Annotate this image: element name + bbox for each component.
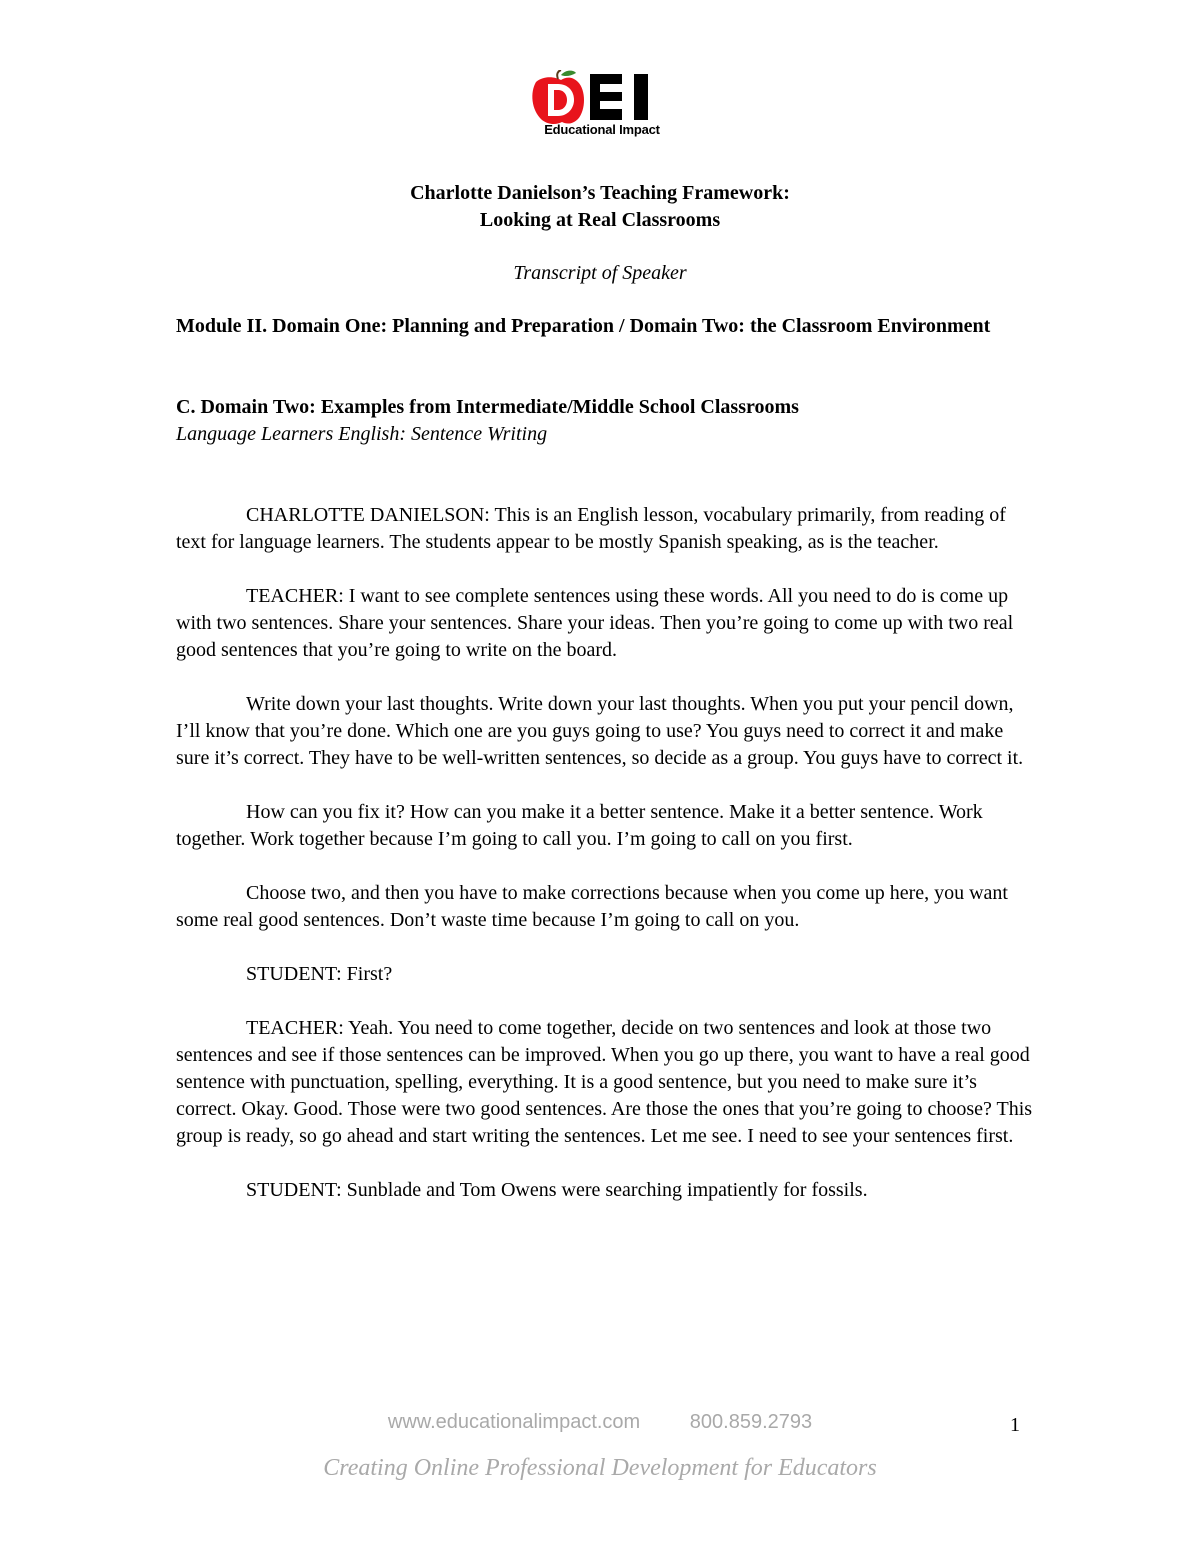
title-line-1: Charlotte Danielson’s Teaching Framework: [410,182,790,204]
transcript-paragraph: Choose two, and then you have to make corrections because when you come up here, you want some real good sentences. Don’t waste time because I’m going to call on you. [176,882,1008,931]
apple-dei-logo-icon [528,70,678,126]
document-title [0,180,1200,234]
educational-impact-logo [528,70,678,140]
footer-phone: 800.859.2793 [689,1411,813,1433]
page-number: 1 [1010,1414,1020,1436]
footer-website-link[interactable]: www.educationalimpact.com [387,1411,641,1433]
transcript-paragraph: TEACHER: Yeah. You need to come together, decide on two sentences and look at those two sentences and see if those sentences can be improved. When you go up there, you want to have a real good sentence with punctuation, spelling, everything. It is a good sentence, but you need to make sure it’s correct. Okay. Good. Those were two good sentences. Are those the ones that you’re going to choose? This group is ready, so go ahead and start writing the sentences. Let me see. I need to see your sentences first. [176,1017,1033,1147]
section-subheading: Language Learners English: Sentence Writing [176,423,548,445]
transcript-paragraph: STUDENT: First? [246,963,393,985]
title-line-2: Looking at Real Classrooms [479,209,721,231]
transcript-body [176,502,1034,1231]
section-header [176,394,1036,448]
transcript-paragraph: TEACHER: I want to see complete sentences using these words. All you need to do is come up with two sentences. Share your sentences. Share your ideas. Then you’re going to come up with two real good sentences that you’re going to write on the board. [176,585,1014,661]
transcript-paragraph: STUDENT: Sunblade and Tom Owens were searching impatiently for fossils. [246,1179,868,1201]
footer-contact [0,1411,1200,1434]
footer-tagline: Creating Online Professional Development for Educators [323,1455,877,1481]
transcript-paragraph: Write down your last thoughts. Write down your last thoughts. When you put your pencil down, I’ll know that you’re done. Which one are you guys going to use? You guys need to correct it and make sure it’s correct. They have to be well-written sentences, so decide as a group. You guys have to correct it. [176,693,1024,769]
section-heading: C. Domain Two: Examples from Intermediate/Middle School Classrooms [176,396,799,418]
transcript-paragraph: CHARLOTTE DANIELSON: This is an English lesson, vocabulary primarily, from reading of text for language learners. The students appear to be mostly Spanish speaking, as is the teacher. [176,504,1006,553]
module-heading: Module II. Domain One: Planning and Preparation / Domain Two: the Classroom Environment [176,315,991,337]
document-subtitle: Transcript of Speaker [513,262,687,284]
logo-tagline: Educational Impact [544,122,660,137]
transcript-paragraph: How can you fix it? How can you make it a better sentence. Make it a better sentence. Work together. Work together because I’m going to call you. I’m going to call on you first. [176,801,983,850]
